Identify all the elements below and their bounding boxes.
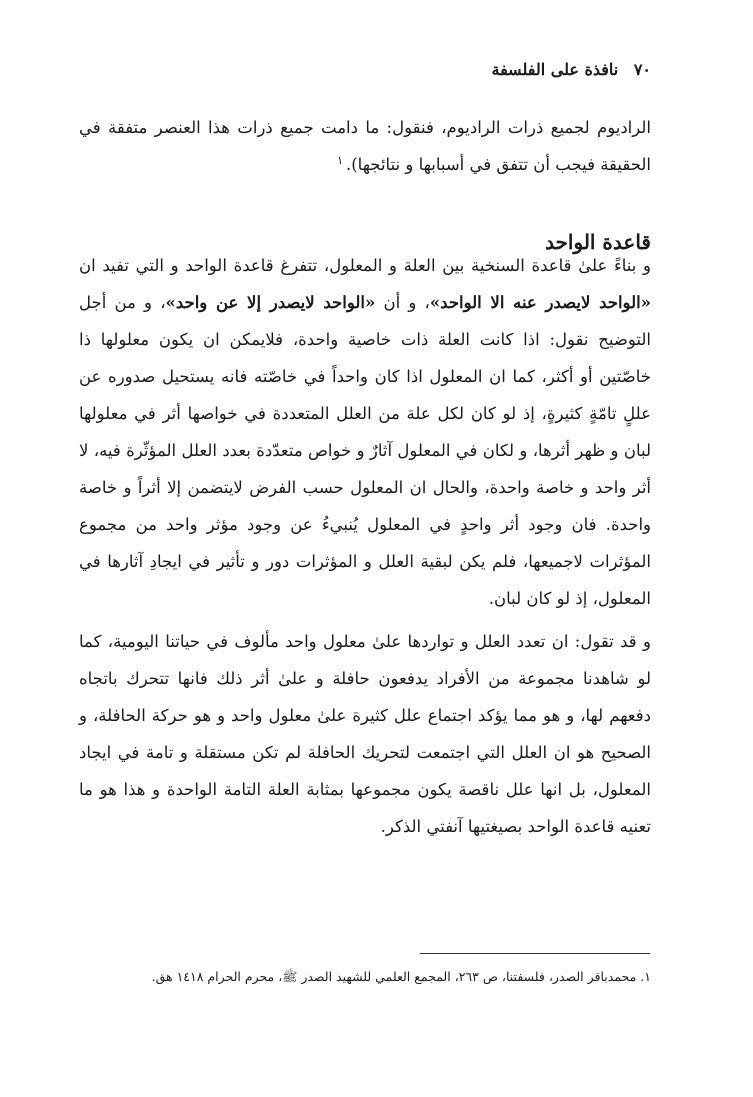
intro-paragraph (79, 109, 651, 183)
intro-text: الراديوم لجميع ذرات الراديوم، فنقول: ما دامت جميع ذرات هذا العنصر متفقة في الحقيقة فيجب أن تتفق في أسبابها و نتائجها). (79, 118, 651, 174)
paragraph-1-part-a: و بناءً علىٰ قاعدة السنخية بين العلة و المعلول، تتفرغ قاعدة الواحد و التي تفيد ان (79, 256, 651, 275)
intro-paragraph-block (79, 109, 651, 183)
footnote-reference[interactable]: ١ (337, 153, 343, 167)
rule-statement-2: «الواحد لايصدر إلا عن واحد» (165, 293, 376, 312)
running-title: نافذة على الفلسفة (491, 60, 619, 79)
page-header (492, 60, 652, 79)
paragraph-1 (79, 247, 651, 617)
paragraph-2: و قد تقول: ان تعدد العلل و تواردها علىٰ معلول واحد مألوف في حياتنا اليومية، كما لو شاهدنا مجموعة من الأفراد يدفعون حافلة و علىٰ أثر ذلك فانها تتحرك باتجاه دفعهم لها، و هو مما يؤكد اجتماع علل كثيرة علىٰ معلول واحد و هو حركة الحافلة، و الصحيح هو ان العلل التي اجتمعت لتحريك الحافلة لم تكن مستقلة و تامة في ايجاد المعلول، بل انها علل ناقصة يكون مجموعها بمثابة العلة التامة الواحدة و هذا هو ما تعنيه قاعدة الواحد بصيغتيها آنفتي الذكر. (79, 632, 651, 836)
footnote-divider (420, 953, 650, 954)
section-heading: قاعدة الواحد (545, 230, 651, 254)
paragraph-1-part-c: ، و من أجل التوضيح نقول: اذا كانت العلة ذات خاصية واحدة، فلايمكن ان يكون معلولها ذا خاصّتين أو أكثر، كما ان المعلول اذا كان واحداً في خاصّته فانه يستحيل صدوره عن عللٍ تامّةٍ كثيرةٍ، إذ لو كان لكل علة من العلل المتعددة في خواصها أثر في معلولها لبان و ظهر أثرها، و لكان في المعلول آثارٌ و خواص متعدّدة بعدد العلل المؤثّرة فيه، لا أثر واحد و خاصة واحدة، والحال ان المعلول حسب الفرض لايتضمن إلا أثراً و خاصة واحدة. فان وجود أثر واحدٍ في المعلول يُنبيءُ عن وجود مؤثر واحد من مجموع المؤثرات لاجميعها، فلم يكن لبقية العلل و المؤثرات دور و تأثير في ايجادِ آثارها في المعلول، إذ لو كان لبان. (79, 293, 651, 608)
page-number: ٧٠ (633, 60, 651, 79)
paragraph-1-part-b: ، و أن (375, 293, 430, 312)
section-body (79, 247, 651, 845)
footnote: ١. محمدباقر الصدر، فلسفتنا، ص ٢٦٣، المجمع العلمي للشهيد الصدر ﷺ، محرم الحرام ١٤١٨ هق. (151, 969, 651, 984)
rule-statement-1: «الواحد لايصدر عنه الا الواحد» (429, 293, 651, 312)
